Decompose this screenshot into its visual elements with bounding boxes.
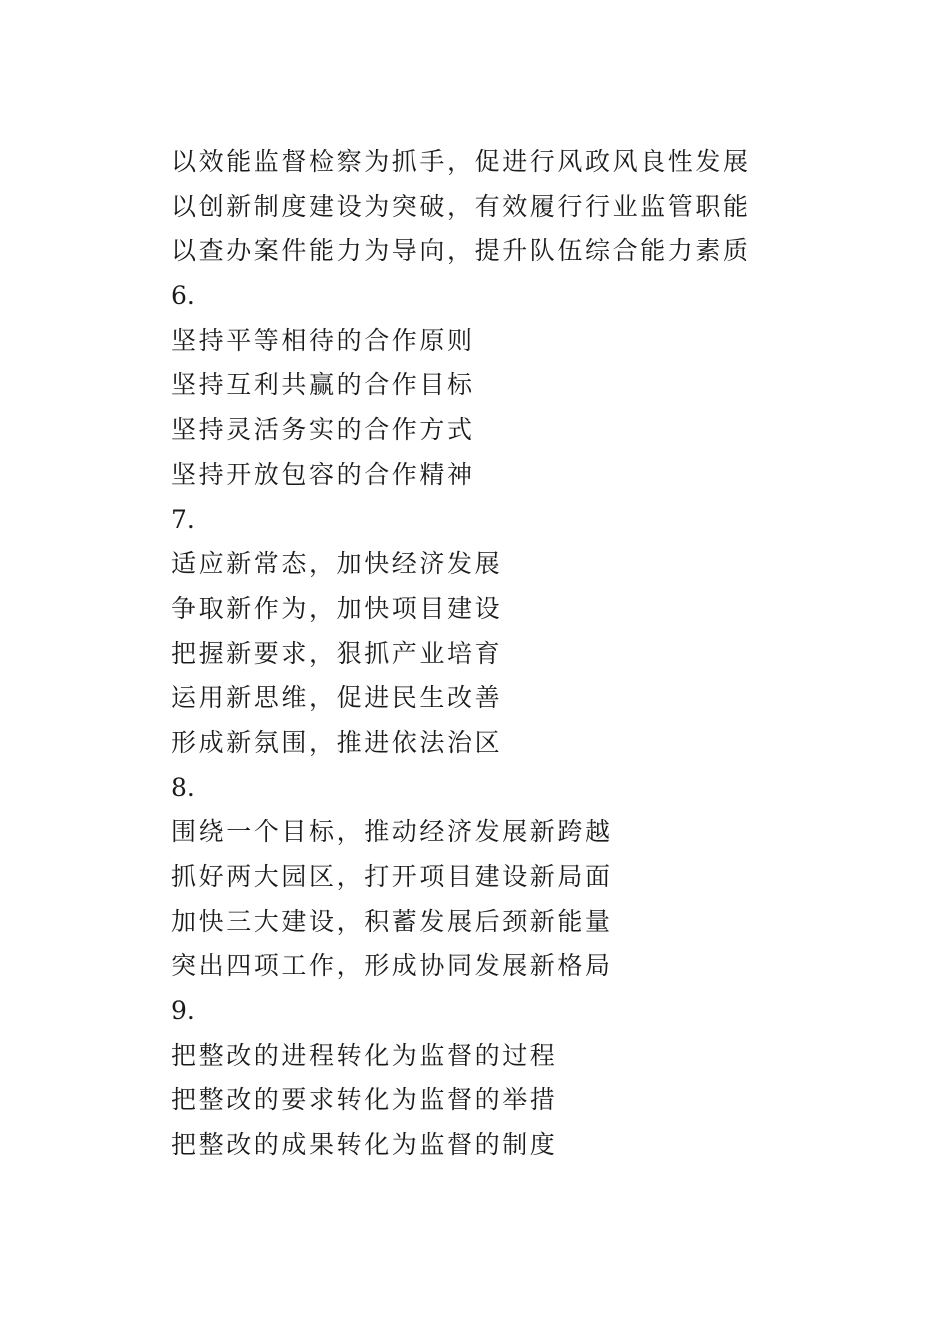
text-line: 坚持平等相待的合作原则	[171, 325, 475, 355]
section-number: 8.	[171, 772, 195, 802]
text-line: 把握新要求，狠抓产业培育	[171, 638, 503, 668]
text-line: 以创新制度建设为突破，有效履行行业监管职能	[171, 191, 751, 221]
document-body	[171, 140, 891, 1168]
text-line: 坚持灵活务实的合作方式	[171, 415, 475, 445]
text-line: 把整改的成果转化为监督的制度	[171, 1130, 558, 1160]
text-line: 把整改的要求转化为监督的举措	[171, 1085, 558, 1115]
section-number: 9.	[171, 996, 195, 1026]
section-number: 7.	[171, 504, 195, 534]
text-line: 形成新氛围，推进依法治区	[171, 727, 503, 757]
text-line: 坚持开放包容的合作精神	[171, 459, 475, 489]
section-number: 6.	[171, 281, 195, 311]
text-line: 把整改的进程转化为监督的过程	[171, 1040, 558, 1070]
text-line: 适应新常态，加快经济发展	[171, 549, 503, 579]
text-line: 突出四项工作，形成协同发展新格局	[171, 951, 613, 981]
text-line: 围绕一个目标，推动经济发展新跨越	[171, 817, 613, 847]
text-line: 加快三大建设，积蓄发展后颈新能量	[171, 906, 613, 936]
text-line: 坚持互利共赢的合作目标	[171, 370, 475, 400]
text-line: 运用新思维，促进民生改善	[171, 683, 503, 713]
text-line: 以效能监督检察为抓手，促进行风政风良性发展	[171, 147, 751, 176]
text-line: 抓好两大园区，打开项目建设新局面	[171, 862, 613, 891]
text-line: 以查办案件能力为导向，提升队伍综合能力素质	[171, 236, 751, 266]
text-line: 争取新作为，加快项目建设	[171, 593, 503, 623]
